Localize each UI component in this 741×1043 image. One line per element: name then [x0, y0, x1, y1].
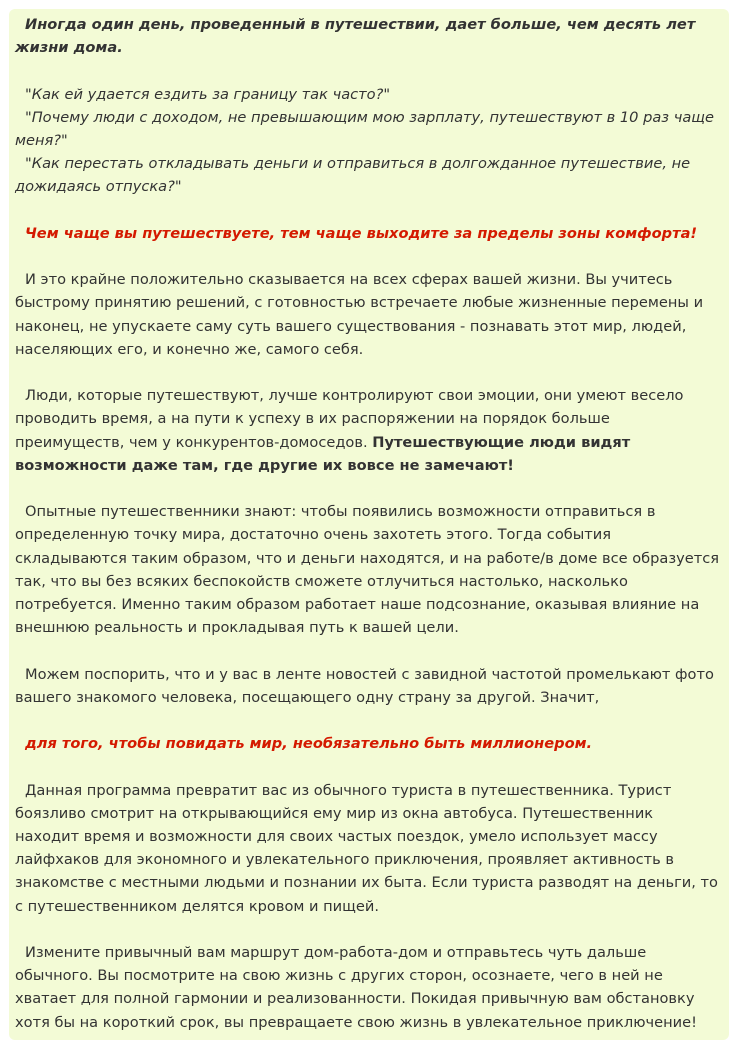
paragraph-emotions: [15, 384, 720, 477]
intro-text: Иногда один день, проведенный в путешествии, дает больше, чем десять лет жизни дома.: [15, 16, 696, 57]
content-panel: [9, 9, 729, 1040]
paragraph-change-route: Измените привычный вам маршрут дом-работа-дом и отправьтесь чуть дальше обычного. Вы посмотрите на свою жизнь с других сторон, осознаете, чего в ней не хватает для полной гармонии и реализованности. Покидая привычную вам обстановку хотя бы на короткий срок, вы превращаете свою жизнь в увлекательное приключение!: [15, 943, 697, 1031]
question-2: "Почему люди с доходом, не превышающим мою зарплату, путешествуют в 10 раз чаще меня?": [15, 108, 714, 149]
paragraph-emotions-bold: Путешествующие люди видят возможности даже там, где другие их вовсе не замечают!: [15, 433, 631, 474]
paragraph-newsfeed: Можем поспорить, что и у вас в ленте новостей с завидной частотой промелькают фото вашего знакомого человека, посещающего одну страну за другой. Значит,: [15, 665, 714, 706]
questions-block: [15, 83, 720, 199]
paragraph-benefits: И это крайне положительно сказывается на всех сферах вашей жизни. Вы учитесь быстрому принятию решений, с готовностью встречаете любые жизненные перемены и наконец, не упускаете саму суть вашего существования - познавать этот мир, людей, населяющих его, и конечно же, самого себя.: [15, 271, 704, 358]
highlight-comfort-zone: Чем чаще вы путешествуете, тем чаще выходите за пределы зоны комфорта!: [25, 224, 698, 242]
paragraph-experienced: Опытные путешественники знают: чтобы появились возможности отправиться в определенную точку мира, достаточно очень захотеть этого. Тогда события складываются таким образом, что и деньги находятся, и на работе/в доме все образуется так, что вы без всяких беспокойств сможете отлучиться настолько, насколько потребуется. Именно таким образом работает наше подсознание, оказывая влияние на внешнюю реальность и прокладывая путь к вашей цели.: [15, 503, 720, 637]
highlight-millionaire: для того, чтобы повидать мир, необязательно быть миллионером.: [25, 735, 593, 753]
question-1: "Как ей удается ездить за границу так часто?": [25, 85, 391, 103]
paragraph-program: Данная программа превратит вас из обычного туриста в путешественника. Турист боязливо смотрит на открывающийся ему мир из окна автобуса. Путешественник находит время и возможности для своих частых поездок, умело использует массу лайфхаков для экономного и увлекательного приключения, проявляет активность в знакомстве с местными людьми и познании их быта. Если туриста разводят на деньги, то с путешественником делятся кровом и пищей.: [15, 781, 718, 915]
paragraph-emotions-text: Люди, которые путешествуют, лучше контролируют свои эмоции, они умеют весело проводить время, а на пути к успеху в их распоряжении на порядок больше преимуществ, чем у конкурентов-домоседов.: [15, 387, 684, 451]
question-3: "Как перестать откладывать деньги и отправиться в долгожданное путешествие, не дожидаясь отпуска?": [15, 155, 691, 196]
